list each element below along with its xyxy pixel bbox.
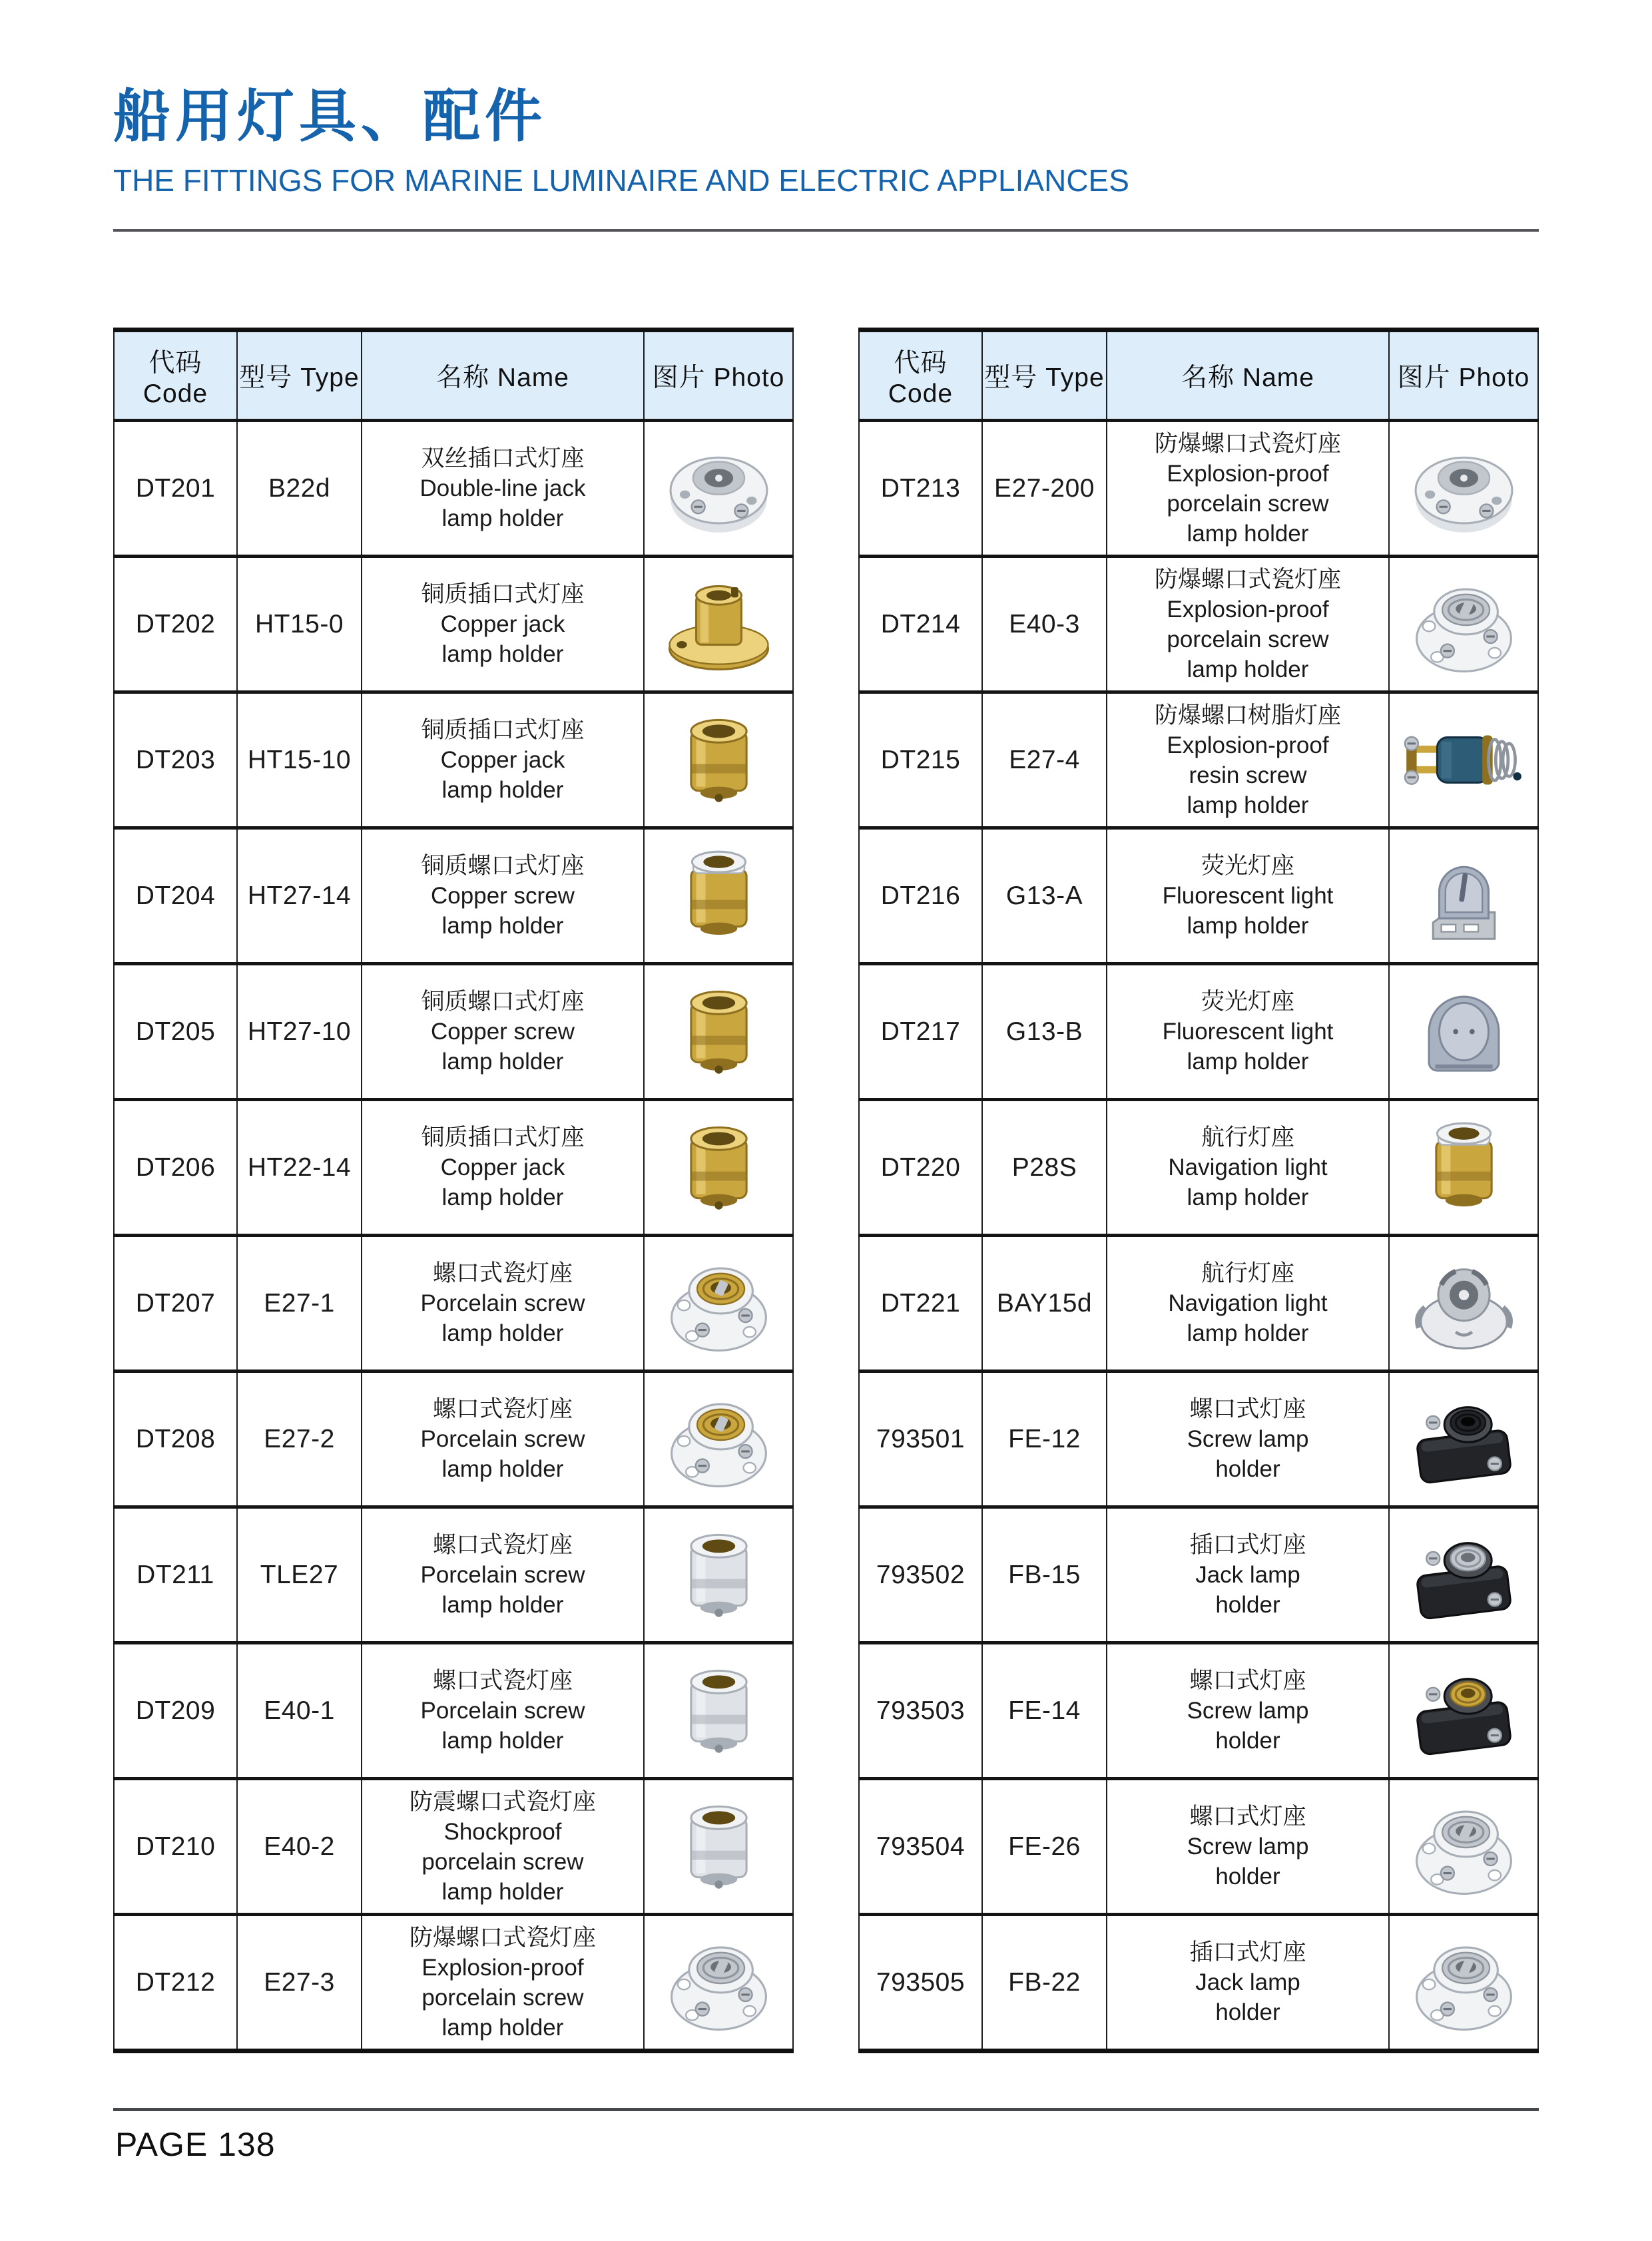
catalog-table-left bbox=[113, 328, 794, 2053]
product-photo bbox=[1402, 970, 1525, 1093]
product-photo-cell bbox=[1389, 557, 1538, 692]
product-name-english-line: Explosion-proof bbox=[1167, 596, 1329, 622]
product-type: BAY15d bbox=[982, 1236, 1107, 1371]
product-name-english-line: holder bbox=[1215, 1456, 1280, 1482]
product-name bbox=[362, 1507, 644, 1643]
product-photo-cell bbox=[1389, 1371, 1538, 1507]
header-divider bbox=[113, 229, 1539, 232]
product-type: E27-2 bbox=[237, 1371, 362, 1507]
product-code: DT209 bbox=[114, 1643, 237, 1779]
product-name-english-line: Screw lamp bbox=[1187, 1834, 1309, 1860]
product-name bbox=[362, 1643, 644, 1779]
product-name bbox=[1107, 692, 1389, 828]
product-name-chinese: 插口式灯座 bbox=[1189, 1532, 1306, 1558]
product-photo bbox=[1402, 1649, 1525, 1772]
product-name bbox=[362, 828, 644, 964]
product-code: 793502 bbox=[859, 1507, 982, 1643]
product-type: E27-4 bbox=[982, 692, 1107, 828]
product-type: E27-3 bbox=[237, 1915, 362, 2051]
product-name-english-line: holder bbox=[1215, 1592, 1280, 1618]
product-row bbox=[114, 1915, 793, 2051]
product-name-english-line: lamp holder bbox=[441, 1184, 564, 1210]
product-type: FB-22 bbox=[982, 1915, 1107, 2051]
product-type: B22d bbox=[237, 421, 362, 557]
product-row bbox=[114, 828, 793, 964]
product-name bbox=[362, 1371, 644, 1507]
product-photo-cell bbox=[644, 421, 793, 557]
product-type: FE-26 bbox=[982, 1779, 1107, 1915]
product-name-english-line: porcelain screw bbox=[421, 1984, 584, 2011]
product-photo bbox=[657, 970, 780, 1093]
product-name-chinese: 螺口式瓷灯座 bbox=[432, 1532, 573, 1558]
product-type: E40-1 bbox=[237, 1643, 362, 1779]
product-code: DT214 bbox=[859, 557, 982, 692]
product-photo bbox=[657, 427, 780, 550]
product-name-english-line: Double-line jack bbox=[419, 475, 586, 501]
product-name bbox=[362, 421, 644, 557]
product-photo-cell bbox=[644, 1100, 793, 1236]
product-name-english-line: lamp holder bbox=[1187, 520, 1309, 547]
product-type: TLE27 bbox=[237, 1507, 362, 1643]
product-photo-cell bbox=[1389, 1236, 1538, 1371]
product-name-english-line: Screw lamp bbox=[1187, 1698, 1309, 1724]
product-row bbox=[114, 421, 793, 557]
product-name-chinese: 荧光灯座 bbox=[1201, 989, 1294, 1015]
product-name-english-line: lamp holder bbox=[441, 2014, 564, 2041]
product-code: DT217 bbox=[859, 964, 982, 1100]
product-photo-cell bbox=[644, 692, 793, 828]
product-row bbox=[114, 1236, 793, 1371]
page-title-english: THE FITTINGS FOR MARINE LUMINAIRE AND ELECTRIC APPLIANCES bbox=[113, 163, 1129, 198]
product-name bbox=[1107, 1371, 1389, 1507]
product-row bbox=[859, 1371, 1538, 1507]
page-number: PAGE 138 bbox=[115, 2126, 276, 2163]
table-header-row bbox=[859, 330, 1538, 421]
product-code: DT206 bbox=[114, 1100, 237, 1236]
product-photo-cell bbox=[1389, 1507, 1538, 1643]
product-photo-cell bbox=[1389, 421, 1538, 557]
product-row bbox=[114, 1779, 793, 1915]
product-code: DT220 bbox=[859, 1100, 982, 1236]
product-row bbox=[114, 1643, 793, 1779]
product-type: P28S bbox=[982, 1100, 1107, 1236]
product-code: 793504 bbox=[859, 1779, 982, 1915]
catalog-tables bbox=[113, 328, 1539, 2053]
product-code: DT221 bbox=[859, 1236, 982, 1371]
product-name-chinese: 螺口式灯座 bbox=[1189, 1804, 1306, 1830]
product-name-english-line: Copper jack bbox=[440, 747, 565, 773]
column-header-type: 型号 Type bbox=[237, 330, 362, 421]
column-header-photo: 图片 Photo bbox=[644, 330, 793, 421]
product-name-english-line: Porcelain screw bbox=[420, 1290, 585, 1316]
product-name-english-line: Porcelain screw bbox=[420, 1426, 585, 1452]
product-name-english-line: Porcelain screw bbox=[420, 1698, 585, 1724]
product-name-chinese: 荧光灯座 bbox=[1201, 853, 1294, 879]
product-name-chinese: 航行灯座 bbox=[1201, 1260, 1294, 1286]
column-header-code: 代码 Code bbox=[114, 330, 237, 421]
product-name-english-line: Jack lamp bbox=[1195, 1969, 1300, 1995]
product-type: G13-B bbox=[982, 964, 1107, 1100]
product-photo bbox=[657, 1513, 780, 1636]
product-name-english-line: Navigation light bbox=[1168, 1154, 1328, 1180]
product-code: DT203 bbox=[114, 692, 237, 828]
product-name-english-line: Shockproof bbox=[443, 1818, 562, 1845]
product-photo bbox=[1402, 1513, 1525, 1636]
table-body-left bbox=[114, 421, 793, 2051]
product-code: 793505 bbox=[859, 1915, 982, 2051]
product-type: FE-12 bbox=[982, 1371, 1107, 1507]
product-photo bbox=[657, 698, 780, 822]
product-photo bbox=[1402, 1921, 1525, 2044]
product-name bbox=[362, 557, 644, 692]
product-photo bbox=[1402, 1242, 1525, 1365]
product-photo-cell bbox=[644, 1371, 793, 1507]
product-type: E27-200 bbox=[982, 421, 1107, 557]
product-name-english-line: porcelain screw bbox=[421, 1848, 584, 1875]
product-name bbox=[362, 964, 644, 1100]
product-name-chinese: 螺口式灯座 bbox=[1189, 1396, 1306, 1422]
product-photo bbox=[657, 1649, 780, 1772]
product-photo bbox=[1402, 563, 1525, 686]
product-name bbox=[1107, 421, 1389, 557]
product-type: G13-A bbox=[982, 828, 1107, 964]
product-name-english-line: lamp holder bbox=[441, 1728, 564, 1754]
product-code: DT202 bbox=[114, 557, 237, 692]
product-name bbox=[362, 1236, 644, 1371]
product-name-english-line: lamp holder bbox=[441, 641, 564, 667]
product-photo bbox=[657, 1377, 780, 1501]
product-row bbox=[859, 692, 1538, 828]
product-photo-cell bbox=[644, 1643, 793, 1779]
product-photo-cell bbox=[644, 1236, 793, 1371]
product-code: 793503 bbox=[859, 1643, 982, 1779]
product-name-english-line: lamp holder bbox=[441, 1878, 564, 1905]
product-type: HT22-14 bbox=[237, 1100, 362, 1236]
product-name-english-line: Copper jack bbox=[440, 611, 565, 637]
product-name-english-line: lamp holder bbox=[441, 1049, 564, 1075]
product-photo bbox=[1402, 427, 1525, 550]
product-row bbox=[859, 964, 1538, 1100]
table-body-right bbox=[859, 421, 1538, 2051]
product-code: DT210 bbox=[114, 1779, 237, 1915]
product-photo-cell bbox=[644, 964, 793, 1100]
product-name-chinese: 双丝插口式灯座 bbox=[421, 445, 585, 471]
product-code: DT215 bbox=[859, 692, 982, 828]
product-photo bbox=[657, 1785, 780, 1908]
product-name-english-line: lamp holder bbox=[441, 505, 564, 531]
product-name-english-line: Navigation light bbox=[1168, 1290, 1328, 1316]
product-photo-cell bbox=[1389, 1915, 1538, 2051]
product-name bbox=[362, 692, 644, 828]
product-name-english-line: lamp holder bbox=[441, 777, 564, 803]
product-name bbox=[1107, 964, 1389, 1100]
product-name-english-line: resin screw bbox=[1189, 762, 1307, 788]
product-name-english-line: Jack lamp bbox=[1195, 1562, 1300, 1588]
product-name-chinese: 防爆螺口式瓷灯座 bbox=[1154, 430, 1341, 457]
product-name bbox=[362, 1779, 644, 1915]
product-name-chinese: 螺口式瓷灯座 bbox=[432, 1260, 573, 1286]
product-type: FE-14 bbox=[982, 1643, 1107, 1779]
product-name-english-line: lamp holder bbox=[441, 1320, 564, 1346]
product-name-chinese: 防爆螺口式瓷灯座 bbox=[1154, 566, 1341, 593]
product-row bbox=[859, 1915, 1538, 2051]
product-name-english-line: lamp holder bbox=[441, 1592, 564, 1618]
product-type: HT15-10 bbox=[237, 692, 362, 828]
product-name-english-line: holder bbox=[1215, 1864, 1280, 1889]
product-code: DT208 bbox=[114, 1371, 237, 1507]
product-code: DT204 bbox=[114, 828, 237, 964]
product-name bbox=[1107, 1100, 1389, 1236]
product-name bbox=[1107, 1507, 1389, 1643]
product-row bbox=[114, 1507, 793, 1643]
product-photo bbox=[1402, 698, 1525, 822]
product-name-chinese: 铜质螺口式灯座 bbox=[421, 853, 585, 879]
product-photo-cell bbox=[644, 557, 793, 692]
product-photo bbox=[1402, 1785, 1525, 1908]
column-header-name: 名称 Name bbox=[1107, 330, 1389, 421]
product-row bbox=[859, 1100, 1538, 1236]
product-code: DT205 bbox=[114, 964, 237, 1100]
product-code: DT201 bbox=[114, 421, 237, 557]
product-row bbox=[859, 421, 1538, 557]
product-photo-cell bbox=[644, 1507, 793, 1643]
product-name-chinese: 螺口式瓷灯座 bbox=[432, 1668, 573, 1694]
product-row bbox=[859, 1779, 1538, 1915]
product-name-chinese: 插口式灯座 bbox=[1189, 1939, 1306, 1965]
product-name-english-line: lamp holder bbox=[1187, 1320, 1309, 1346]
product-name-chinese: 螺口式灯座 bbox=[1189, 1668, 1306, 1694]
product-code: DT212 bbox=[114, 1915, 237, 2051]
product-photo-cell bbox=[1389, 692, 1538, 828]
product-photo bbox=[657, 563, 780, 686]
product-name-english-line: porcelain screw bbox=[1167, 626, 1329, 652]
page-title-chinese: 船用灯具、配件 bbox=[113, 85, 547, 148]
product-name bbox=[1107, 828, 1389, 964]
product-name bbox=[1107, 1915, 1389, 2051]
product-photo bbox=[1402, 834, 1525, 957]
product-name-english-line: porcelain screw bbox=[1167, 490, 1329, 517]
product-type: E40-2 bbox=[237, 1779, 362, 1915]
product-photo bbox=[657, 1921, 780, 2044]
product-name-english-line: lamp holder bbox=[1187, 656, 1309, 682]
product-row bbox=[859, 1236, 1538, 1371]
product-photo bbox=[1402, 1106, 1525, 1229]
column-header-type: 型号 Type bbox=[982, 330, 1107, 421]
product-name-english-line: Copper screw bbox=[431, 1019, 575, 1045]
product-code: 793501 bbox=[859, 1371, 982, 1507]
product-name-english-line: holder bbox=[1215, 1999, 1280, 2025]
product-name-english-line: lamp holder bbox=[441, 1456, 564, 1482]
product-photo-cell bbox=[1389, 828, 1538, 964]
product-name-chinese: 防震螺口式瓷灯座 bbox=[409, 1788, 596, 1815]
product-photo-cell bbox=[1389, 1100, 1538, 1236]
product-name-english-line: Explosion-proof bbox=[421, 1954, 584, 1981]
product-name-english-line: lamp holder bbox=[1187, 1049, 1309, 1075]
product-name-english-line: Explosion-proof bbox=[1167, 460, 1329, 487]
product-photo-cell bbox=[1389, 1779, 1538, 1915]
product-name-english-line: Fluorescent light bbox=[1162, 883, 1334, 909]
product-row bbox=[859, 1507, 1538, 1643]
product-name-chinese: 铜质螺口式灯座 bbox=[421, 989, 585, 1015]
product-photo-cell bbox=[644, 1915, 793, 2051]
product-type: FB-15 bbox=[982, 1507, 1107, 1643]
catalog-table-right bbox=[858, 328, 1539, 2053]
product-name-chinese: 航行灯座 bbox=[1201, 1124, 1294, 1150]
product-row bbox=[114, 557, 793, 692]
product-photo bbox=[657, 1106, 780, 1229]
product-photo bbox=[657, 834, 780, 957]
product-name bbox=[362, 1915, 644, 2051]
product-type: HT27-14 bbox=[237, 828, 362, 964]
product-name bbox=[1107, 1236, 1389, 1371]
product-row bbox=[859, 1643, 1538, 1779]
product-name-chinese: 铜质插口式灯座 bbox=[421, 1124, 585, 1150]
product-code: DT207 bbox=[114, 1236, 237, 1371]
product-photo-cell bbox=[1389, 1643, 1538, 1779]
product-name bbox=[1107, 557, 1389, 692]
product-row bbox=[114, 1100, 793, 1236]
product-photo bbox=[657, 1242, 780, 1365]
product-name-chinese: 防爆螺口式瓷灯座 bbox=[409, 1924, 596, 1951]
product-photo bbox=[1402, 1377, 1525, 1501]
product-name bbox=[1107, 1643, 1389, 1779]
product-name-chinese: 铜质插口式灯座 bbox=[421, 717, 585, 743]
product-row bbox=[859, 557, 1538, 692]
product-name-english-line: Copper screw bbox=[431, 883, 575, 909]
product-name-english-line: holder bbox=[1215, 1728, 1280, 1754]
product-type: HT15-0 bbox=[237, 557, 362, 692]
column-header-name: 名称 Name bbox=[362, 330, 644, 421]
product-photo-cell bbox=[644, 1779, 793, 1915]
product-type: HT27-10 bbox=[237, 964, 362, 1100]
product-row bbox=[114, 692, 793, 828]
product-name-chinese: 铜质插口式灯座 bbox=[421, 581, 585, 607]
product-name-english-line: lamp holder bbox=[1187, 792, 1309, 818]
product-type: E40-3 bbox=[982, 557, 1107, 692]
product-code: DT216 bbox=[859, 828, 982, 964]
product-photo-cell bbox=[1389, 964, 1538, 1100]
product-photo-cell bbox=[644, 828, 793, 964]
column-header-code: 代码 Code bbox=[859, 330, 982, 421]
product-name-english-line: lamp holder bbox=[441, 913, 564, 939]
product-name-english-line: Screw lamp bbox=[1187, 1426, 1309, 1452]
product-row bbox=[114, 964, 793, 1100]
product-name-english-line: Copper jack bbox=[440, 1154, 565, 1180]
product-code: DT213 bbox=[859, 421, 982, 557]
product-name-english-line: lamp holder bbox=[1187, 1184, 1309, 1210]
product-row bbox=[114, 1371, 793, 1507]
product-name bbox=[1107, 1779, 1389, 1915]
product-name-english-line: Explosion-proof bbox=[1167, 732, 1329, 758]
footer-divider bbox=[113, 2108, 1539, 2111]
table-header-row bbox=[114, 330, 793, 421]
product-row bbox=[859, 828, 1538, 964]
product-name-chinese: 防爆螺口树脂灯座 bbox=[1154, 702, 1341, 728]
product-name-chinese: 螺口式瓷灯座 bbox=[432, 1396, 573, 1422]
product-type: E27-1 bbox=[237, 1236, 362, 1371]
product-code: DT211 bbox=[114, 1507, 237, 1643]
product-name-english-line: lamp holder bbox=[1187, 913, 1309, 939]
product-name-english-line: Fluorescent light bbox=[1162, 1019, 1334, 1045]
product-name bbox=[362, 1100, 644, 1236]
product-name-english-line: Porcelain screw bbox=[420, 1562, 585, 1588]
column-header-photo: 图片 Photo bbox=[1389, 330, 1538, 421]
